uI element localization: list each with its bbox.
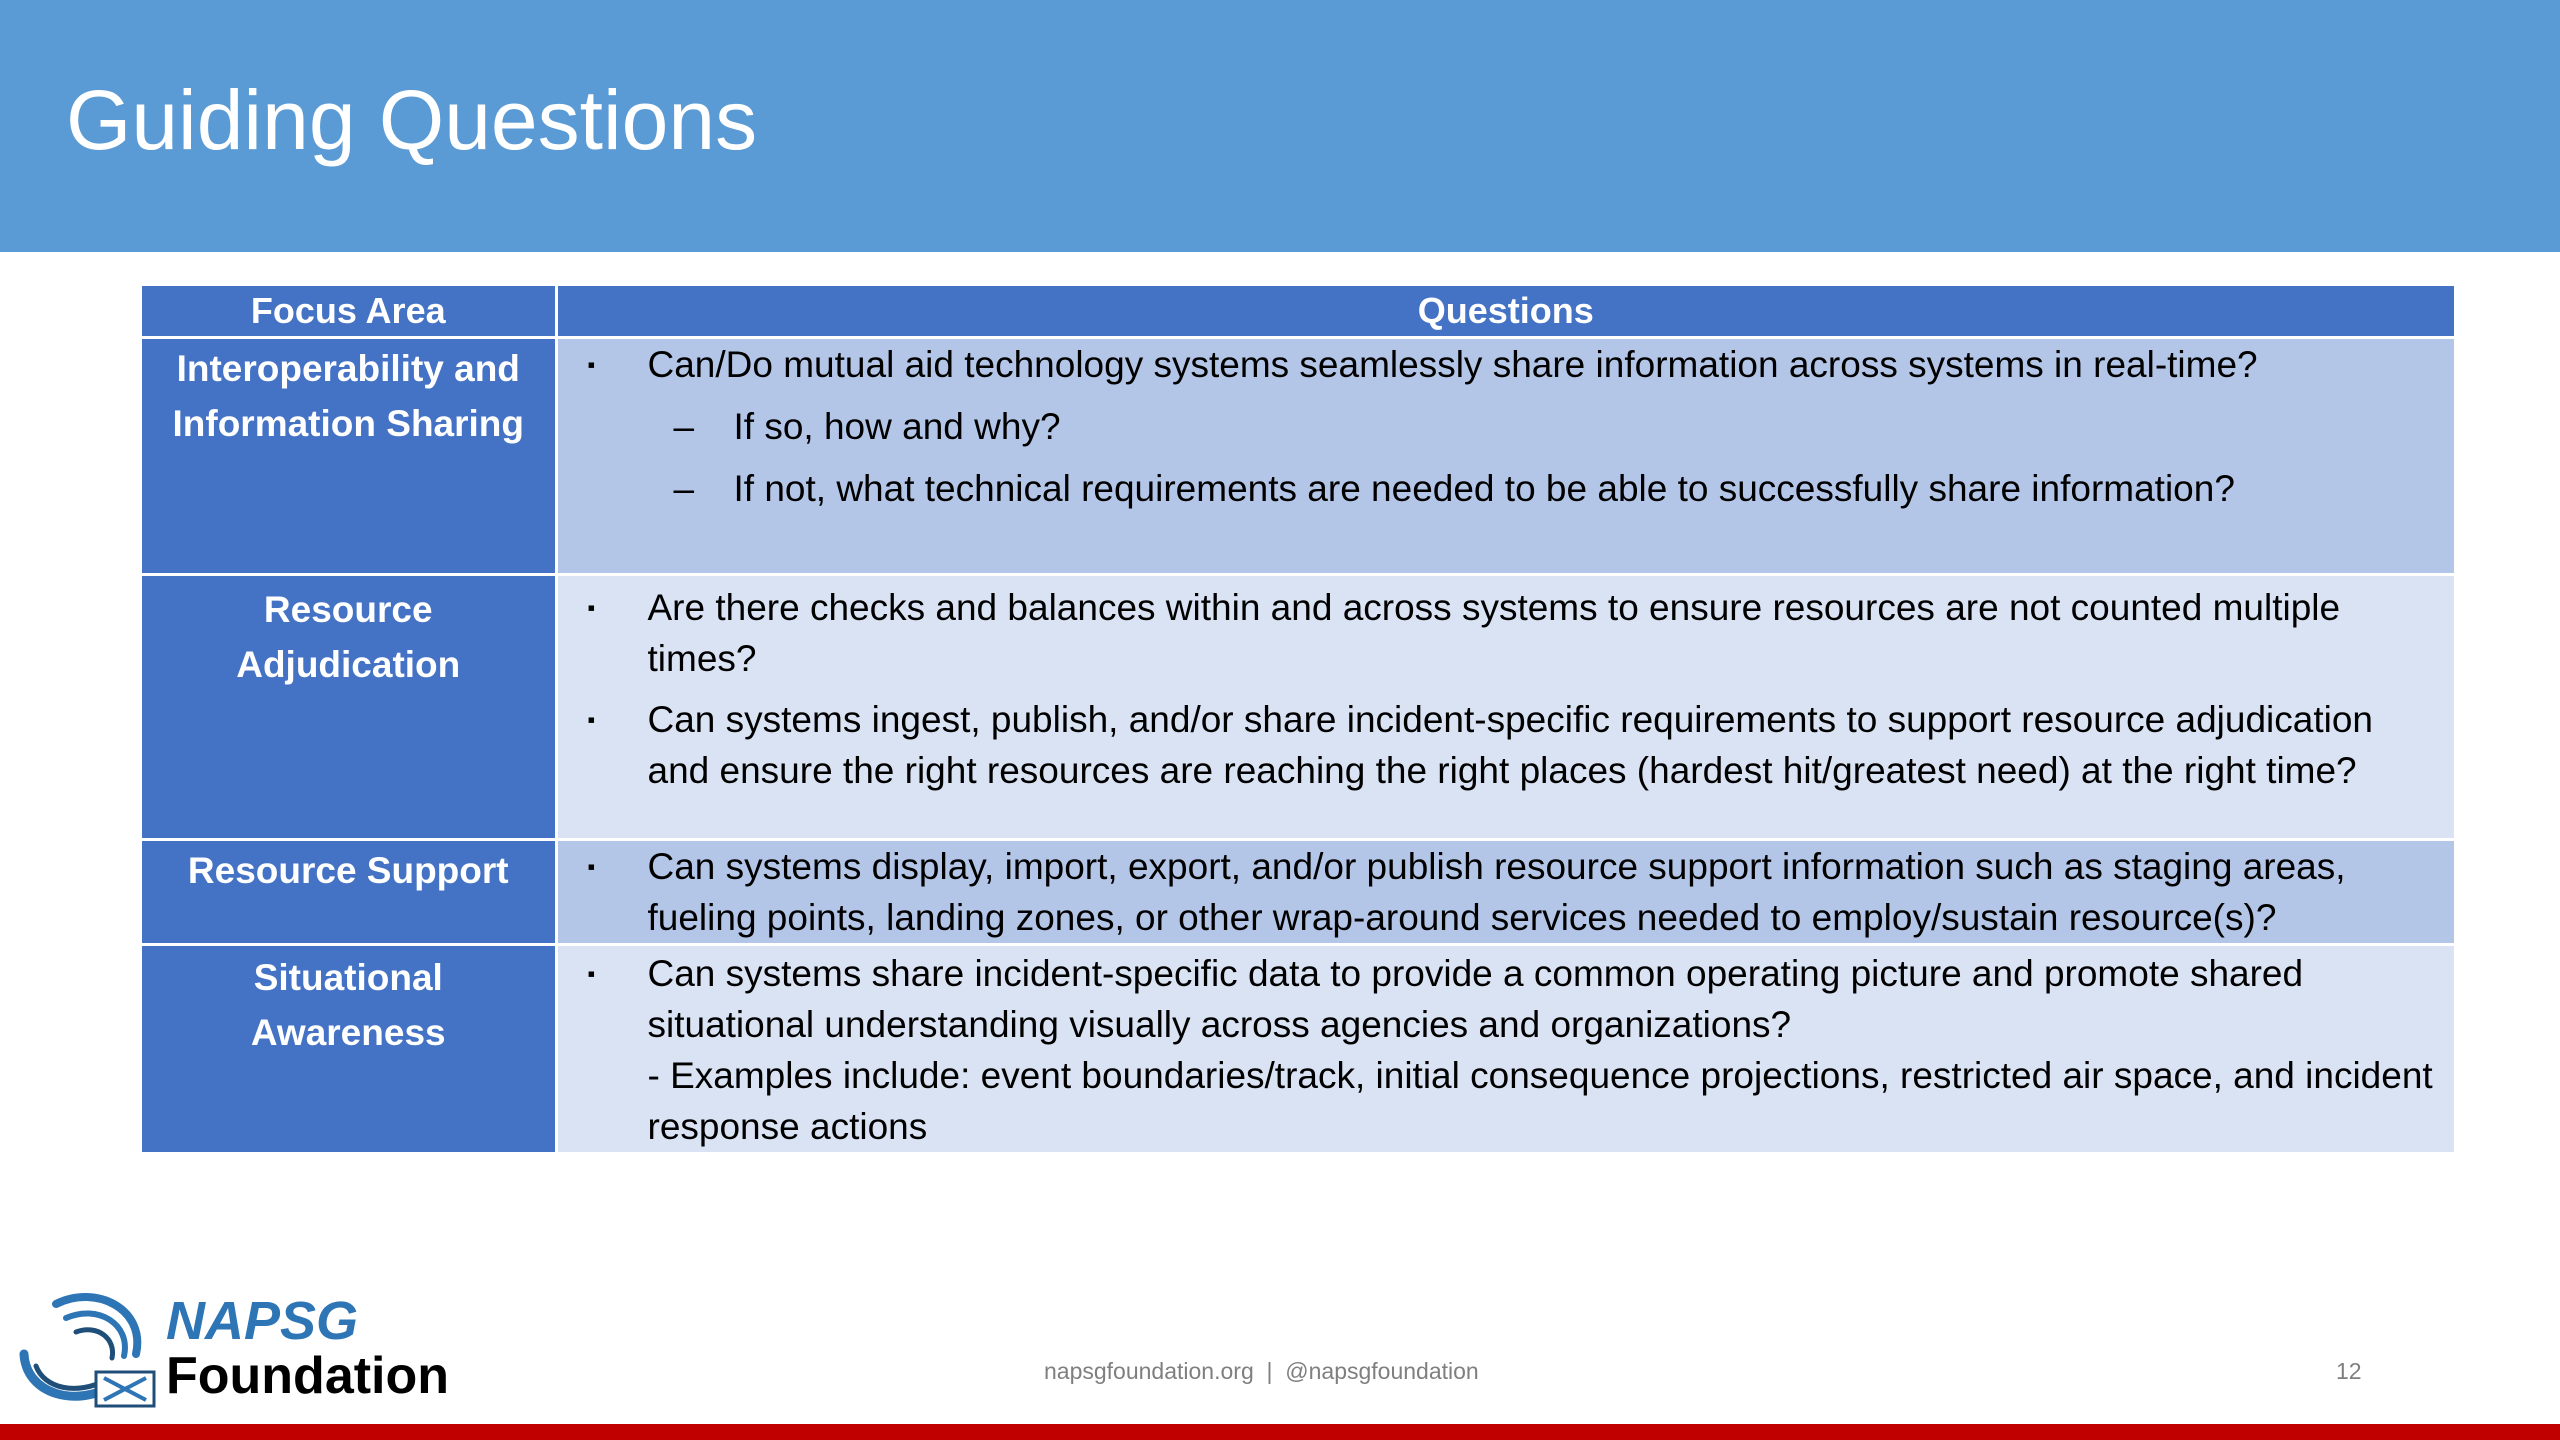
bullet-icon: ▪ xyxy=(587,595,596,620)
question-text: Are there checks and balances within and across systems to ensure resources are not counted multiple times? xyxy=(647,587,2341,679)
dash-icon: – xyxy=(673,406,695,447)
focus-area-cell: Interoperability and Information Sharing xyxy=(142,338,556,575)
napsg-logo[interactable] xyxy=(16,1284,450,1414)
title-bar xyxy=(0,0,2560,252)
question-text: Can systems ingest, publish, and/or share incident-specific requirements to support resource adjudication and ensure the right resources are reaching the right places (hardest hit/greatest need) at the right time? xyxy=(647,699,2374,791)
table-row xyxy=(142,840,2454,945)
bullet-icon: ▪ xyxy=(587,961,596,986)
globe-swoosh-icon xyxy=(16,1284,166,1414)
list-item xyxy=(558,582,2435,684)
table-row xyxy=(142,338,2454,575)
table-header-row xyxy=(142,286,2454,338)
table-row xyxy=(142,575,2454,840)
sub-question-text: If so, how and why? xyxy=(733,406,1061,447)
focus-area-cell: Situational Awareness xyxy=(142,945,556,1154)
table-row xyxy=(142,945,2454,1154)
list-item xyxy=(558,694,2435,796)
focus-area-cell: Resource Support xyxy=(142,840,556,945)
page-number: 12 xyxy=(2336,1358,2362,1384)
header-questions: Questions xyxy=(556,286,2454,338)
questions-table-container xyxy=(142,286,2454,1155)
sub-list-item xyxy=(558,401,2435,452)
questions-cell xyxy=(556,945,2454,1154)
questions-cell xyxy=(556,338,2454,575)
logo-name-top: NAPSG xyxy=(166,1291,359,1351)
header-focus-area: Focus Area xyxy=(142,286,556,338)
question-text: Can/Do mutual aid technology systems seamlessly share information across systems in real-time? xyxy=(647,344,2258,385)
question-text: Can systems display, import, export, and/or publish resource support information such as staging areas, fueling points, landing zones, or other wrap-around services needed to employ/sustain resource(s)? xyxy=(647,846,2346,938)
examples-note: - Examples include: event boundaries/track, initial consequence projections, restricted air space, and incident response actions xyxy=(647,1055,2433,1147)
questions-cell xyxy=(556,840,2454,945)
footer-links: napsgfoundation.org | @napsgfoundation xyxy=(1044,1358,1479,1384)
focus-area-cell: Resource Adjudication xyxy=(142,575,556,840)
dash-icon: – xyxy=(673,468,695,509)
list-item xyxy=(558,948,2435,1050)
bottom-accent-bar xyxy=(0,1424,2560,1440)
question-text: Can systems share incident-specific data to provide a common operating picture and promote shared situational understanding visually across agencies and organizations? xyxy=(647,953,2304,1045)
slide-title: Guiding Questions xyxy=(66,73,758,167)
bullet-icon: ▪ xyxy=(587,352,596,377)
questions-table xyxy=(142,286,2454,1155)
sub-question-text: If not, what technical requirements are needed to be able to successfully share information? xyxy=(733,468,2235,509)
list-item xyxy=(558,841,2435,943)
sub-list-item xyxy=(558,463,2435,514)
logo-name-bottom: Foundation xyxy=(166,1347,450,1405)
list-item xyxy=(558,339,2435,390)
bullet-icon: ▪ xyxy=(587,854,596,879)
bullet-icon: ▪ xyxy=(587,707,596,732)
questions-cell xyxy=(556,575,2454,840)
